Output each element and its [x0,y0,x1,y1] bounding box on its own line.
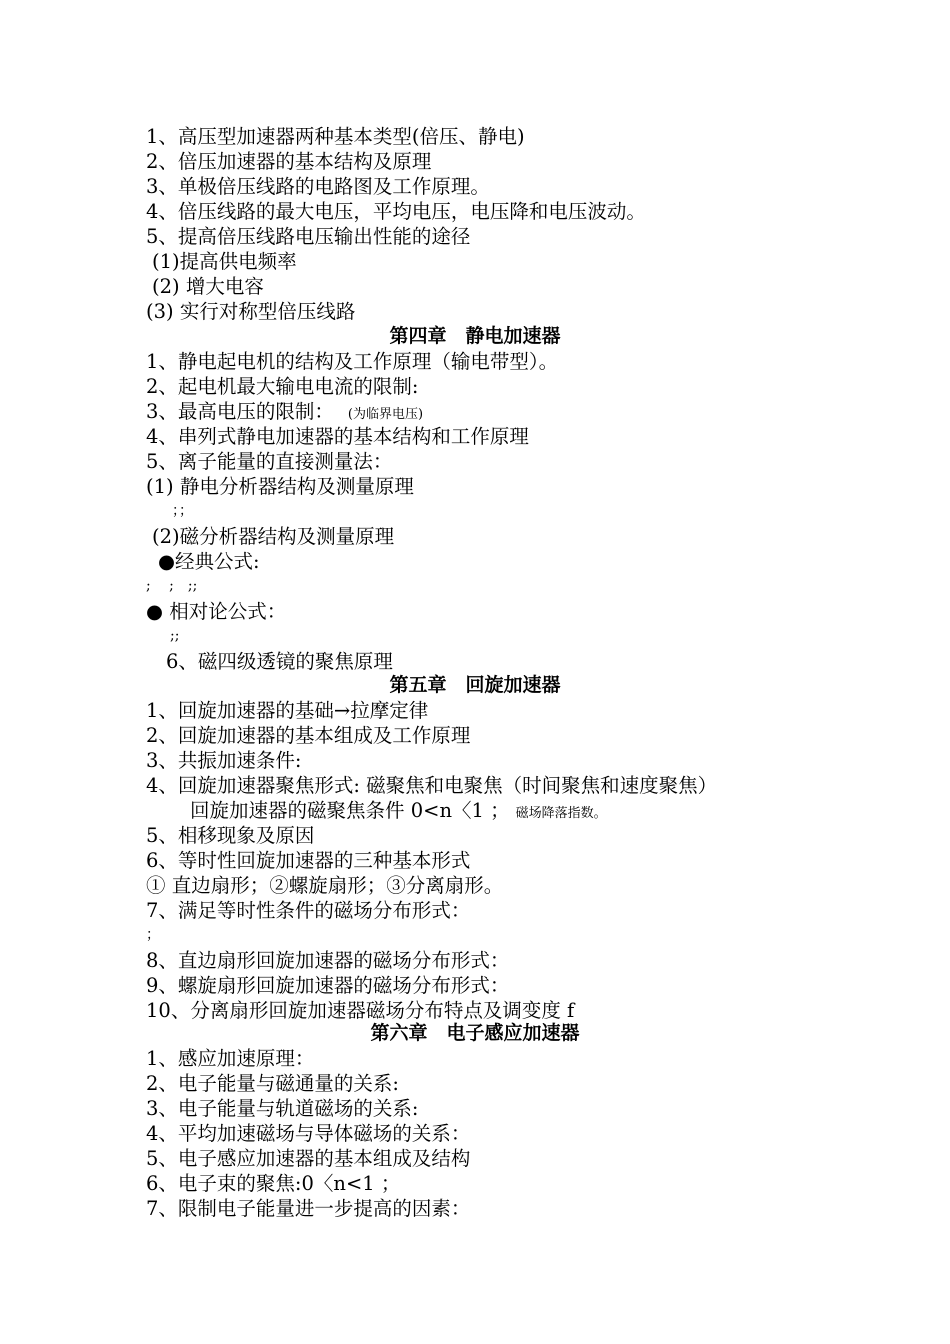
ch6-item-2: 2、电子能量与磁通量的关系: [146,1072,399,1095]
ch4-item-3 [146,399,423,424]
ch5-item-4-condition-text: 回旋加速器的磁聚焦条件 0<n〈1 ； [190,799,510,822]
ch3-item-2: 2、倍压加速器的基本结构及原理 [146,150,432,173]
ch5-item-7: 7、满足等时性条件的磁场分布形式： [146,899,471,922]
ch5-item-2: 2、回旋加速器的基本组成及工作原理 [146,724,471,747]
ch5-item-10: 10、分离扇形回旋加速器磁场分布特点及调变度 f [146,999,575,1022]
ch3-item-1: 1、高压型加速器两种基本类型(倍压、静电) [146,125,525,148]
ch6-item-5: 5、电子感应加速器的基本组成及结构 [146,1147,471,1170]
ch5-item-7-formula: ； [146,927,160,943]
ch6-item-4: 4、平均加速磁场与导体磁场的关系： [146,1122,471,1145]
ch4-relativity-formula: ● 相对论公式： [146,600,287,623]
ch4-item-3-text: 3、最高电压的限制： [146,400,334,423]
ch4-relativity-formula-values: ;; [170,628,180,644]
ch4-subitem-2: (2)磁分析器结构及测量原理 [152,525,395,548]
ch6-item-6: 6、电子束的聚焦:0〈n<1 ； [146,1172,401,1195]
ch5-item-6: 6、等时性回旋加速器的三种基本形式 [146,849,471,872]
chapter-4-heading: 第四章 静电加速器 [389,325,561,347]
ch5-item-9: 9、螺旋扇形回旋加速器的磁场分布形式： [146,974,510,997]
ch3-subitem-3: (3) 实行对称型倍压线路 [146,300,356,323]
chapter-6-heading: 第六章 电子感应加速器 [370,1022,580,1044]
ch5-item-5: 5、相移现象及原因 [146,824,315,847]
ch6-item-3: 3、电子能量与轨道磁场的关系: [146,1097,419,1120]
ch3-item-3: 3、单极倍压线路的电路图及工作原理。 [146,175,490,198]
ch5-item-3: 3、共振加速条件: [146,749,302,772]
ch6-item-7: 7、限制电子能量进一步提高的因素： [146,1197,471,1220]
ch4-classic-formula: ●经典公式: [158,550,260,573]
ch6-item-1: 1、感应加速原理： [146,1047,315,1070]
ch3-subitem-2: (2) 增大电容 [152,275,264,298]
ch4-item-1: 1、静电起电机的结构及工作原理（输电带型）。 [146,350,559,373]
ch4-item-3-note: (为临界电压) [347,407,424,422]
ch5-item-8: 8、直边扇形回旋加速器的磁场分布形式： [146,949,510,972]
ch4-subitem-1: (1) 静电分析器结构及测量原理 [146,475,414,498]
ch5-item-4-condition-note: 磁场降落指数。 [515,806,607,821]
ch3-item-5: 5、提高倍压线路电压输出性能的途径 [146,225,471,248]
ch5-item-6-forms: ① 直边扇形；②螺旋扇形；③分离扇形。 [146,874,504,897]
ch4-item-5: 5、离子能量的直接测量法： [146,450,393,473]
ch4-item-6: 6、磁四级透镜的聚焦原理 [166,650,393,673]
ch3-item-4: 4、倍压线路的最大电压，平均电压，电压降和电压波动。 [146,200,646,223]
ch4-subitem-1-formulas: ；； [172,503,193,519]
ch5-item-4-focus-condition [190,798,607,823]
ch5-item-4: 4、回旋加速器聚焦形式: 磁聚焦和电聚焦（时间聚焦和速度聚焦） [146,774,718,797]
ch4-classic-formula-values: ; ; ;; [146,578,198,594]
chapter-5-heading: 第五章 回旋加速器 [389,674,561,696]
ch3-subitem-1: (1)提高供电频率 [152,250,297,273]
ch5-item-1: 1、回旋加速器的基础→拉摩定律 [146,699,429,722]
ch4-item-4: 4、串列式静电加速器的基本结构和工作原理 [146,425,529,448]
ch4-item-2: 2、起电机最大输电电流的限制: [146,375,419,398]
